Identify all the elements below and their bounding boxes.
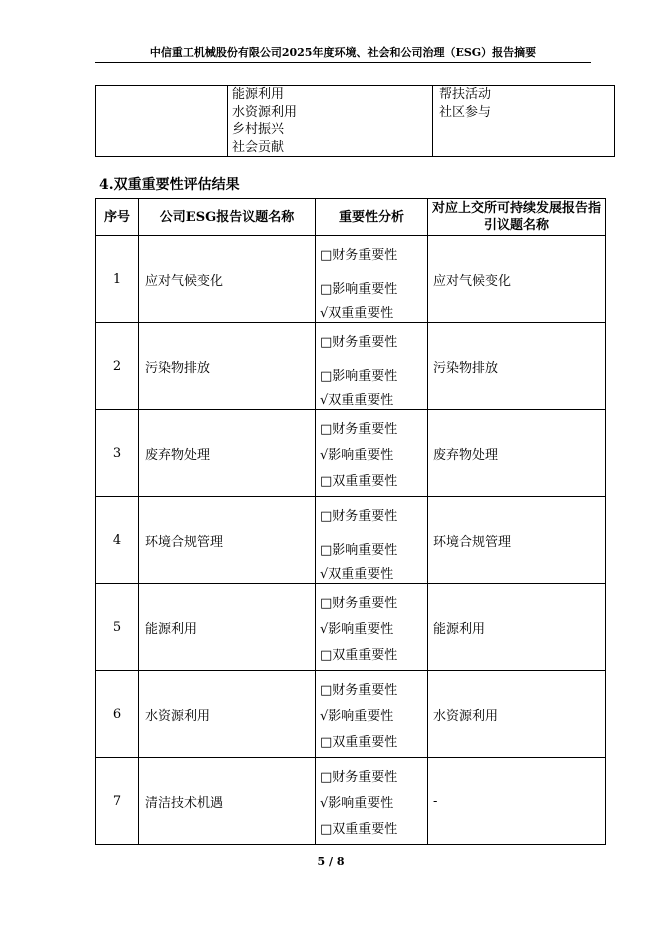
row-no: 5: [96, 584, 139, 671]
row-name: 废弃物处理: [139, 410, 316, 497]
materiality-table: [95, 198, 606, 845]
row-no: 7: [96, 758, 139, 845]
financial-option: □财务重要性: [320, 248, 398, 263]
row-no: 6: [96, 671, 139, 758]
continuation-cell-activities: [433, 86, 615, 157]
double-option: √双重重要性: [320, 306, 394, 321]
table-row: [96, 671, 606, 758]
continuation-cell-empty: [96, 86, 228, 157]
table-row: [96, 584, 606, 671]
financial-option: □财务重要性: [320, 770, 398, 785]
row-name: 污染物排放: [139, 323, 316, 410]
row-analysis: [316, 410, 428, 497]
row-no: 4: [96, 497, 139, 584]
double-option: √双重重要性: [320, 393, 394, 408]
row-name: 能源利用: [139, 584, 316, 671]
header-no: 序号: [96, 199, 139, 236]
row-guide: 能源利用: [428, 584, 606, 671]
row-name: 水资源利用: [139, 671, 316, 758]
row-analysis: [316, 671, 428, 758]
list-item: 水资源利用: [232, 104, 298, 120]
list-item: 乡村振兴: [232, 122, 285, 137]
list-item: 社区参与: [439, 104, 492, 120]
row-no: 1: [96, 236, 139, 323]
row-no: 3: [96, 410, 139, 497]
impact-option: √影响重要性: [320, 709, 394, 724]
list-item: 能源利用: [232, 87, 285, 102]
page-header: 中信重工机械股份有限公司2025年度环境、社会和公司治理（ESG）报告摘要: [149, 46, 537, 59]
double-option: □双重重要性: [320, 648, 398, 663]
row-guide: 废弃物处理: [428, 410, 606, 497]
double-option: □双重重要性: [320, 735, 398, 750]
impact-option: √影响重要性: [320, 796, 394, 811]
impact-option: □影响重要性: [320, 282, 398, 297]
financial-option: □财务重要性: [320, 683, 398, 698]
row-no: 2: [96, 323, 139, 410]
list-item: 社会贡献: [232, 139, 285, 155]
table-row: [96, 410, 606, 497]
header-divider: [95, 62, 591, 63]
impact-option: □影响重要性: [320, 369, 398, 384]
row-guide: 环境合规管理: [428, 497, 606, 584]
financial-option: □财务重要性: [320, 509, 398, 524]
row-analysis: [316, 758, 428, 845]
row-guide: 应对气候变化: [428, 236, 606, 323]
double-option: √双重重要性: [320, 567, 394, 582]
double-option: □双重重要性: [320, 822, 398, 837]
row-analysis: [316, 584, 428, 671]
section-title: 4.双重重要性评估结果: [99, 177, 240, 193]
table-row: [96, 86, 615, 157]
table-row: [96, 323, 606, 410]
row-guide: 水资源利用: [428, 671, 606, 758]
row-analysis: [316, 497, 428, 584]
impact-option: □影响重要性: [320, 543, 398, 558]
impact-option: √影响重要性: [320, 448, 394, 463]
header-guide: 对应上交所可持续发展报告指引议题名称: [428, 199, 606, 236]
row-guide: -: [428, 758, 606, 845]
table-row: [96, 758, 606, 845]
row-name: 清洁技术机遇: [139, 758, 316, 845]
table-row: [96, 497, 606, 584]
header-name: 公司ESG报告议题名称: [139, 199, 316, 236]
header-analysis: 重要性分析: [316, 199, 428, 236]
table-header-row: [96, 199, 606, 236]
financial-option: □财务重要性: [320, 335, 398, 350]
table-row: [96, 236, 606, 323]
row-name: 环境合规管理: [139, 497, 316, 584]
impact-option: √影响重要性: [320, 622, 394, 637]
row-guide: 污染物排放: [428, 323, 606, 410]
financial-option: □财务重要性: [320, 596, 398, 611]
row-name: 应对气候变化: [139, 236, 316, 323]
financial-option: □财务重要性: [320, 422, 398, 437]
row-analysis: [316, 236, 428, 323]
page-number: 5 / 8: [317, 855, 345, 868]
list-item: 帮扶活动: [439, 87, 492, 102]
continuation-table: [95, 85, 615, 157]
row-analysis: [316, 323, 428, 410]
continuation-cell-topics: [228, 86, 433, 157]
double-option: □双重重要性: [320, 474, 398, 489]
